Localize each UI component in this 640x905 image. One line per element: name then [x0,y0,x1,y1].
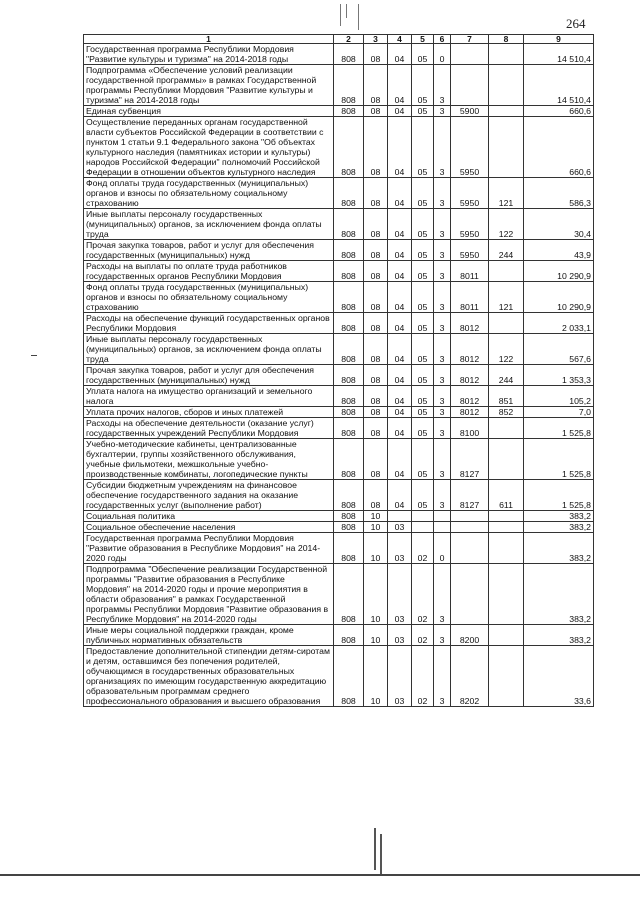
table-row [84,480,594,511]
col-5-code [412,522,434,533]
col-5-code: 05 [412,282,434,313]
table-row [84,106,594,117]
col-7-code: 8011 [451,261,489,282]
header-cell: 3 [364,35,388,44]
table-row [84,240,594,261]
row-description: Социальное обеспечение населения [84,522,334,533]
row-description: Осуществление переданных органам государственной власти субъектов Российской Федерации в соответствии с пунктом 1 статьи 9.1 Федерального закона "Об объектах культурного наследия (памятниках истории и культуры) народов Российской Федерации" полномочий Российской Федерации в отношении объектов культурного наследия [84,117,334,178]
col-8-code: 122 [489,209,524,240]
table-row [84,646,594,707]
amount-cell: 2 033,1 [524,313,594,334]
row-description: Расходы на обеспечение функций государственных органов Республики Мордовия [84,313,334,334]
col-8-code [489,646,524,707]
col-7-code: 8200 [451,625,489,646]
amount-cell: 1 525,8 [524,480,594,511]
col-3-code: 08 [364,261,388,282]
amount-cell: 33,6 [524,646,594,707]
col-2-code: 808 [334,178,364,209]
col-2-code: 808 [334,313,364,334]
col-5-code: 05 [412,117,434,178]
col-3-code: 08 [364,407,388,418]
col-6-code: 3 [434,386,451,407]
col-5-code: 05 [412,439,434,480]
col-3-code: 10 [364,625,388,646]
amount-cell: 1 525,8 [524,418,594,439]
col-5-code: 05 [412,480,434,511]
header-cell: 4 [388,35,412,44]
col-8-code: 121 [489,282,524,313]
amount-cell: 383,2 [524,564,594,625]
row-description: Уплата налога на имущество организаций и земельного налога [84,386,334,407]
col-2-code: 808 [334,65,364,106]
row-description: Расходы на выплаты по оплате труда работников государственных органов Республики Мордовия [84,261,334,282]
col-8-code: 244 [489,240,524,261]
col-6-code [434,511,451,522]
col-5-code: 05 [412,240,434,261]
amount-cell: 10 290,9 [524,282,594,313]
row-description: Предоставление дополнительной стипендии детям-сиротам и детям, оставшимся без попечения родителей, обучающимся в государственных образовательных организациях по имеющим государственную аккредитацию образовательным программам среднего профессионального образования и высшего образования [84,646,334,707]
table-row [84,564,594,625]
col-7-code: 8127 [451,439,489,480]
budget-table [83,34,594,707]
col-4-code: 03 [388,564,412,625]
amount-cell: 14 510,4 [524,44,594,65]
col-3-code: 08 [364,386,388,407]
col-3-code: 08 [364,44,388,65]
col-7-code: 5950 [451,240,489,261]
amount-cell: 1 525,8 [524,439,594,480]
col-2-code: 808 [334,117,364,178]
col-7-code: 8012 [451,365,489,386]
col-5-code: 02 [412,646,434,707]
amount-cell: 10 290,9 [524,261,594,282]
col-2-code: 808 [334,44,364,65]
col-5-code: 05 [412,209,434,240]
table-row [84,178,594,209]
col-8-code [489,439,524,480]
table-row [84,533,594,564]
amount-cell: 567,6 [524,334,594,365]
col-5-code: 05 [412,313,434,334]
row-description: Государственная программа Республики Мордовия "Развитие культуры и туризма" на 2014-2018 годы [84,44,334,65]
col-4-code: 04 [388,313,412,334]
col-6-code: 3 [434,564,451,625]
amount-cell: 14 510,4 [524,65,594,106]
col-2-code: 808 [334,106,364,117]
table-row [84,313,594,334]
col-7-code: 8012 [451,334,489,365]
col-5-code: 02 [412,533,434,564]
col-4-code [388,511,412,522]
col-8-code: 852 [489,407,524,418]
col-5-code: 02 [412,625,434,646]
col-2-code: 808 [334,625,364,646]
col-3-code: 08 [364,117,388,178]
table-row [84,282,594,313]
col-6-code: 3 [434,407,451,418]
page-number: 264 [566,16,586,31]
col-7-code: 8012 [451,407,489,418]
col-8-code [489,511,524,522]
col-5-code: 05 [412,261,434,282]
col-7-code: 8012 [451,313,489,334]
col-8-code [489,65,524,106]
col-7-code [451,564,489,625]
col-3-code: 08 [364,313,388,334]
col-6-code: 3 [434,365,451,386]
col-8-code: 122 [489,334,524,365]
amount-cell: 383,2 [524,511,594,522]
col-6-code: 0 [434,533,451,564]
binder-hole-marks [336,0,366,30]
table-row [84,334,594,365]
table-row [84,261,594,282]
row-description: Фонд оплаты труда государственных (муниципальных) органов и взносы по обязательному социальному страхованию [84,178,334,209]
row-description: Государственная программа Республики Мордовия "Развитие образования в Республике Мордовия" на 2014-2020 годы [84,533,334,564]
col-8-code [489,533,524,564]
col-4-code: 04 [388,480,412,511]
col-6-code: 3 [434,117,451,178]
amount-cell: 105,2 [524,386,594,407]
col-8-code [489,44,524,65]
col-4-code: 03 [388,625,412,646]
col-6-code: 3 [434,209,451,240]
header-cell: 6 [434,35,451,44]
col-7-code [451,533,489,564]
col-6-code: 3 [434,282,451,313]
col-2-code: 808 [334,511,364,522]
col-8-code [489,418,524,439]
col-5-code: 05 [412,418,434,439]
col-6-code: 3 [434,418,451,439]
table-row [84,117,594,178]
col-5-code: 05 [412,365,434,386]
col-4-code: 04 [388,439,412,480]
col-6-code: 3 [434,240,451,261]
col-2-code: 808 [334,646,364,707]
col-2-code: 808 [334,533,364,564]
amount-cell: 1 353,3 [524,365,594,386]
col-4-code: 04 [388,240,412,261]
amount-cell: 7,0 [524,407,594,418]
col-5-code: 05 [412,106,434,117]
col-2-code: 808 [334,522,364,533]
col-2-code: 808 [334,418,364,439]
header-cell: 1 [84,35,334,44]
col-8-code: 244 [489,365,524,386]
col-7-code: 5950 [451,209,489,240]
col-2-code: 808 [334,386,364,407]
col-5-code: 05 [412,178,434,209]
table-row [84,439,594,480]
binder-bottom-marks [372,828,402,898]
col-7-code [451,511,489,522]
col-6-code: 3 [434,313,451,334]
col-2-code: 808 [334,240,364,261]
col-3-code: 10 [364,646,388,707]
header-cell: 5 [412,35,434,44]
col-2-code: 808 [334,564,364,625]
table-row [84,511,594,522]
row-description: Социальная политика [84,511,334,522]
row-description: Прочая закупка товаров, работ и услуг для обеспечения государственных (муниципальных) нужд [84,240,334,261]
col-7-code: 8127 [451,480,489,511]
col-5-code: 05 [412,65,434,106]
col-4-code: 04 [388,365,412,386]
col-7-code: 5950 [451,117,489,178]
col-3-code: 08 [364,282,388,313]
col-6-code: 3 [434,178,451,209]
header-cell: 7 [451,35,489,44]
col-6-code: 3 [434,261,451,282]
header-cell: 8 [489,35,524,44]
amount-cell: 383,2 [524,625,594,646]
row-description: Учебно-методические кабинеты, централизованные бухгалтерии, группы хозяйственного обслуживания, учебные фильмотеки, межшкольные учебно-производственные комбинаты, логопедические пункты [84,439,334,480]
col-5-code: 05 [412,44,434,65]
col-8-code [489,313,524,334]
row-description: Иные меры социальной поддержки граждан, кроме публичных нормативных обязательств [84,625,334,646]
col-7-code [451,522,489,533]
col-4-code: 04 [388,65,412,106]
col-4-code: 04 [388,334,412,365]
amount-cell: 660,6 [524,106,594,117]
col-4-code: 03 [388,533,412,564]
col-7-code: 8011 [451,282,489,313]
amount-cell: 660,6 [524,117,594,178]
col-8-code [489,522,524,533]
col-8-code: 611 [489,480,524,511]
header-cell: 9 [524,35,594,44]
col-4-code: 04 [388,386,412,407]
col-4-code: 04 [388,117,412,178]
col-4-code: 04 [388,44,412,65]
row-description: Субсидии бюджетным учреждениям на финансовое обеспечение государственного задания на оказание государственных услуг (выполнение работ) [84,480,334,511]
col-3-code: 10 [364,564,388,625]
col-6-code: 3 [434,65,451,106]
row-description: Фонд оплаты труда государственных (муниципальных) органов и взносы по обязательному социальному страхованию [84,282,334,313]
col-7-code: 8100 [451,418,489,439]
table-row [84,625,594,646]
table-row [84,65,594,106]
row-description: Подпрограмма «Обеспечение условий реализации государственной программы» в рамках Государственной программы Республики Мордовия "Развитие культуры и туризма" на 2014-2018 годы [84,65,334,106]
col-6-code: 3 [434,480,451,511]
table-row [84,365,594,386]
col-6-code [434,522,451,533]
amount-cell: 383,2 [524,522,594,533]
col-7-code: 5900 [451,106,489,117]
row-description: Уплата прочих налогов, сборов и иных платежей [84,407,334,418]
col-3-code: 08 [364,178,388,209]
table-row [84,418,594,439]
col-8-code: 851 [489,386,524,407]
col-4-code: 04 [388,261,412,282]
col-3-code: 08 [364,439,388,480]
col-4-code: 04 [388,209,412,240]
row-description: Подпрограмма "Обеспечение реализации Государственной программы "Развитие образования в Республике Мордовия" на 2014-2020 годы и прочие мероприятия в области образования" в рамках Государственной программы Республики Мордовия "Развитие образования в Республике Мордовия" на 2014-2020 годы [84,564,334,625]
table-row [84,386,594,407]
col-3-code: 08 [364,365,388,386]
col-8-code [489,106,524,117]
col-3-code: 10 [364,522,388,533]
col-4-code: 04 [388,282,412,313]
col-5-code: 05 [412,407,434,418]
table-row [84,407,594,418]
col-6-code: 3 [434,625,451,646]
col-6-code: 3 [434,439,451,480]
col-3-code: 08 [364,65,388,106]
col-8-code [489,625,524,646]
col-7-code: 8202 [451,646,489,707]
col-3-code: 08 [364,106,388,117]
row-description: Единая субвенция [84,106,334,117]
col-2-code: 808 [334,261,364,282]
col-3-code: 08 [364,334,388,365]
page-bottom-rule [0,874,640,876]
col-2-code: 808 [334,334,364,365]
col-3-code: 08 [364,209,388,240]
col-6-code: 0 [434,44,451,65]
col-3-code: 10 [364,533,388,564]
col-4-code: 04 [388,407,412,418]
header-cell: 2 [334,35,364,44]
margin-tick [31,355,37,356]
col-5-code: 02 [412,564,434,625]
col-4-code: 03 [388,522,412,533]
col-7-code: 8012 [451,386,489,407]
col-3-code: 08 [364,480,388,511]
amount-cell: 586,3 [524,178,594,209]
col-6-code: 3 [434,646,451,707]
table-row [84,44,594,65]
col-5-code: 05 [412,386,434,407]
col-2-code: 808 [334,439,364,480]
table-row [84,522,594,533]
col-3-code: 08 [364,418,388,439]
col-5-code [412,511,434,522]
col-2-code: 808 [334,365,364,386]
col-2-code: 808 [334,407,364,418]
row-description: Иные выплаты персоналу государственных (муниципальных) органов, за исключением фонда оплаты труда [84,209,334,240]
col-3-code: 10 [364,511,388,522]
row-description: Прочая закупка товаров, работ и услуг для обеспечения государственных (муниципальных) нужд [84,365,334,386]
table-row [84,209,594,240]
col-8-code [489,261,524,282]
col-5-code: 05 [412,334,434,365]
row-description: Расходы на обеспечение деятельности (оказание услуг) государственных учреждений Республики Мордовия [84,418,334,439]
col-8-code [489,117,524,178]
col-4-code: 03 [388,646,412,707]
amount-cell: 383,2 [524,533,594,564]
amount-cell: 43,9 [524,240,594,261]
amount-cell: 30,4 [524,209,594,240]
col-7-code [451,44,489,65]
col-7-code [451,65,489,106]
col-6-code: 3 [434,106,451,117]
col-8-code [489,564,524,625]
col-2-code: 808 [334,282,364,313]
col-2-code: 808 [334,480,364,511]
col-3-code: 08 [364,240,388,261]
col-7-code: 5950 [451,178,489,209]
col-4-code: 04 [388,106,412,117]
col-6-code: 3 [434,334,451,365]
header-row [84,35,594,44]
row-description: Иные выплаты персоналу государственных (муниципальных) органов, за исключением фонда оплаты труда [84,334,334,365]
col-2-code: 808 [334,209,364,240]
col-8-code: 121 [489,178,524,209]
col-4-code: 04 [388,178,412,209]
col-4-code: 04 [388,418,412,439]
